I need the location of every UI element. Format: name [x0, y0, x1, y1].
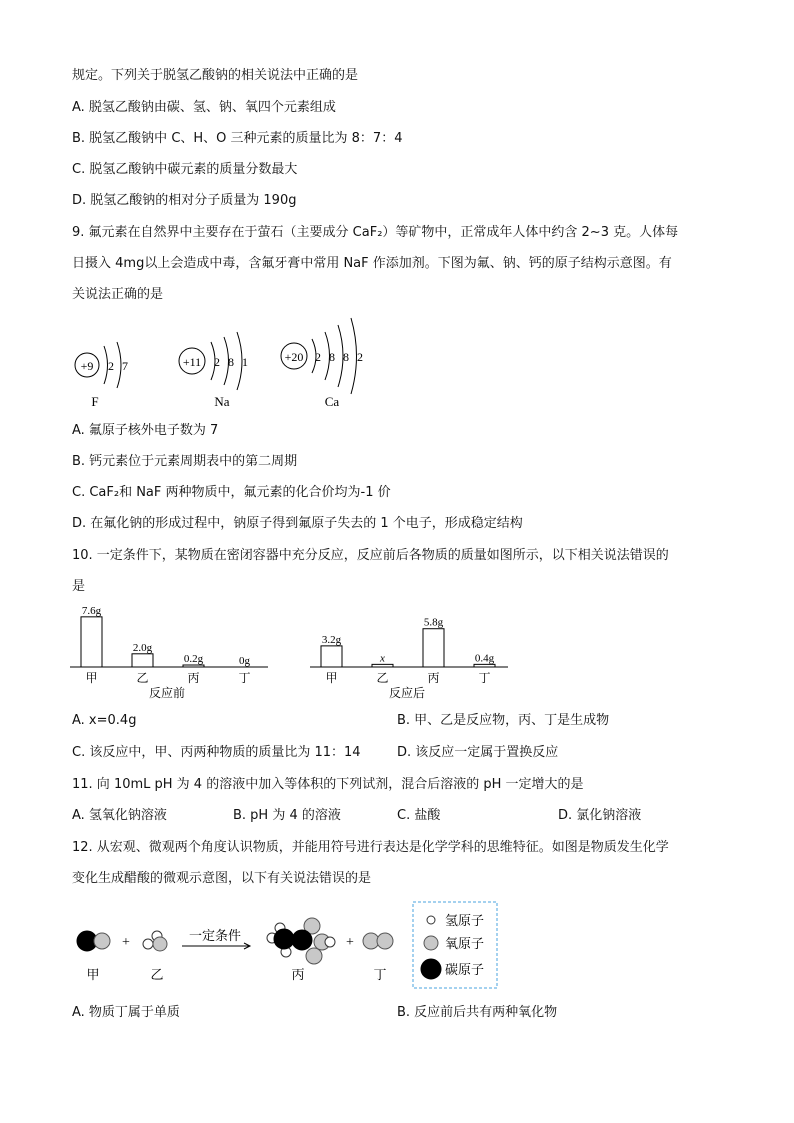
atom-na-symbol: Na	[214, 394, 230, 409]
atom-ca-shell-2: 8	[329, 350, 335, 364]
chart-after-reaction	[310, 600, 520, 700]
chart-after-value-label-3: 0.4g	[474, 652, 495, 665]
chart-before-value-label-1: 2.0g	[132, 641, 153, 654]
chart-after-category-2: 丙	[427, 671, 440, 685]
chart-before-value-label-2: 0.2g	[183, 653, 204, 665]
chart-before-category-0: 甲	[85, 671, 98, 685]
chart-before-category-3: 丁	[238, 671, 251, 685]
q12-option-b: B. 反应前后共有两种氧化物	[397, 1005, 558, 1020]
chart-before-category-2: 丙	[187, 671, 200, 685]
species-jia-molecule	[77, 931, 110, 951]
q9-option-b: B. 钙元素位于元素周期表中的第二周期	[72, 454, 298, 469]
chart-before-value-label-0: 7.6g	[81, 604, 102, 617]
q12-option-a: A. 物质丁属于单质	[72, 1005, 180, 1020]
hydrogen-atom-icon	[427, 916, 435, 924]
chart-before-category-1: 乙	[136, 671, 149, 685]
species-bing-molecule	[267, 918, 335, 964]
q9-option-c: C. CaF₂和 NaF 两种物质中，氟元素的化合价均为-1 价	[72, 485, 391, 500]
legend-hydrogen: 氢原子	[445, 913, 485, 928]
q10-option-b: B. 甲、乙是反应物，丙、丁是生成物	[397, 713, 610, 728]
q8-option-d: D. 脱氢乙酸钠的相对分子质量为 190g	[72, 193, 297, 208]
atom-f-shell-1: 2	[108, 359, 114, 373]
q10-stem-line1: 10. 一定条件下，某物质在密闭容器中充分反应，反应前后各物质的质量如图所示，以下相关说法错误的	[72, 548, 669, 563]
q10-option-c: C. 该反应中，甲、丙两种物质的质量比为 11：14	[72, 745, 361, 760]
species-ding-molecule	[363, 933, 393, 949]
chart-after-value-label-2: 5.8g	[423, 616, 444, 629]
atom-ca-symbol: Ca	[324, 394, 340, 409]
q10-option-d: D. 该反应一定属于置换反应	[397, 745, 559, 760]
species-label-jia: 甲	[86, 967, 100, 982]
q8-stem: 规定。下列关于脱氢乙酸钠的相关说法中正确的是	[72, 68, 359, 83]
q9-stem-line2: 日摄入 4mg以上会造成中毒，含氟牙膏中常用 NaF 作添加剂。下图为氟、钠、钙的原子结构示意图。有	[72, 256, 672, 271]
chart-after-category-3: 丁	[478, 671, 491, 685]
atom-f-nucleus: +9	[80, 359, 94, 373]
chart-after-value-label-0: 3.2g	[321, 633, 342, 646]
q11-option-c: C. 盐酸	[397, 808, 441, 823]
oxygen-atom-icon	[424, 936, 438, 950]
q9-option-d: D. 在氟化钠的形成过程中，钠原子得到氟原子失去的 1 个电子，形成稳定结构	[72, 516, 523, 531]
atomic-structure-diagrams	[60, 312, 390, 412]
q8-option-c: C. 脱氢乙酸钠中碳元素的质量分数最大	[72, 162, 298, 177]
q11-option-b: B. pH 为 4 的溶液	[233, 808, 341, 823]
chart-after-category-1: 乙	[376, 671, 389, 685]
q9-stem-line1: 9. 氟元素在自然界中主要存在于萤石（主要成分 CaF₂）等矿物中，正常成年人体中约含 2~3 克。人体每	[72, 225, 679, 240]
species-label-yi: 乙	[150, 967, 164, 982]
atom-ca-shell-3: 8	[343, 350, 349, 364]
atom-f-diagram	[75, 342, 128, 409]
chart-before-bar-0	[81, 617, 102, 667]
chart-after-bar-3	[474, 664, 495, 667]
chart-after-bar-1	[372, 664, 393, 667]
atom-ca-nucleus: +20	[284, 350, 304, 364]
atom-legend	[413, 902, 497, 988]
chart-before-title: 反应前	[148, 686, 186, 700]
chart-after-bar-2	[423, 629, 444, 667]
atom-ca-diagram	[281, 318, 363, 409]
atom-f-symbol: F	[91, 394, 99, 409]
q11-stem: 11. 向 10mL pH 为 4 的溶液中加入等体积的下列试剂，混合后溶液的 pH 一定增大的是	[72, 777, 584, 792]
atom-ca-shell-1: 2	[315, 350, 321, 364]
plus-sign-2: +	[346, 935, 354, 950]
atom-f-shell-2: 7	[122, 359, 128, 373]
reaction-micro-diagram	[60, 898, 510, 993]
q9-stem-line3: 关说法正确的是	[72, 287, 164, 302]
q9-option-a: A. 氟原子核外电子数为 7	[72, 423, 219, 438]
atom-na-nucleus: +11	[182, 355, 202, 369]
chart-before-bar-2	[183, 665, 204, 667]
chart-before-value-label-3: 0g	[239, 655, 250, 667]
chart-after-title: 反应后	[388, 686, 426, 700]
q10-stem-line2: 是	[72, 579, 86, 594]
chart-before-bar-1	[132, 654, 153, 667]
chart-after-bar-0	[321, 646, 342, 667]
q8-option-a: A. 脱氢乙酸钠由碳、氢、钠、氧四个元素组成	[72, 100, 336, 115]
chart-after-value-label-1: x	[380, 652, 385, 665]
atom-na-diagram	[179, 332, 248, 409]
q12-stem-line1: 12. 从宏观、微观两个角度认识物质，并能用符号进行表达是化学学科的思维特征。如图是物质发生化学	[72, 840, 669, 855]
legend-oxygen: 氧原子	[445, 936, 485, 951]
reaction-condition: 一定条件	[188, 928, 242, 943]
plus-sign-1: +	[122, 935, 130, 950]
q12-stem-line2: 变化生成醋酸的微观示意图，以下有关说法错误的是	[72, 871, 372, 886]
legend-carbon: 碳原子	[445, 962, 485, 977]
species-label-bing: 丙	[291, 967, 305, 982]
atom-na-shell-3: 1	[242, 355, 248, 369]
species-label-ding: 丁	[373, 967, 387, 982]
q11-option-d: D. 氯化钠溶液	[558, 808, 642, 823]
atom-ca-shell-4: 2	[357, 350, 363, 364]
chart-before-reaction	[70, 600, 280, 700]
atom-na-shell-1: 2	[214, 355, 220, 369]
atom-na-shell-2: 8	[228, 355, 234, 369]
q11-option-a: A. 氢氧化钠溶液	[72, 808, 167, 823]
q8-option-b: B. 脱氢乙酸钠中 C、H、O 三种元素的质量比为 8：7：4	[72, 131, 403, 146]
chart-after-category-0: 甲	[325, 671, 338, 685]
q10-option-a: A. x=0.4g	[72, 713, 137, 728]
species-yi-molecule	[143, 931, 167, 951]
carbon-atom-icon	[421, 959, 441, 979]
